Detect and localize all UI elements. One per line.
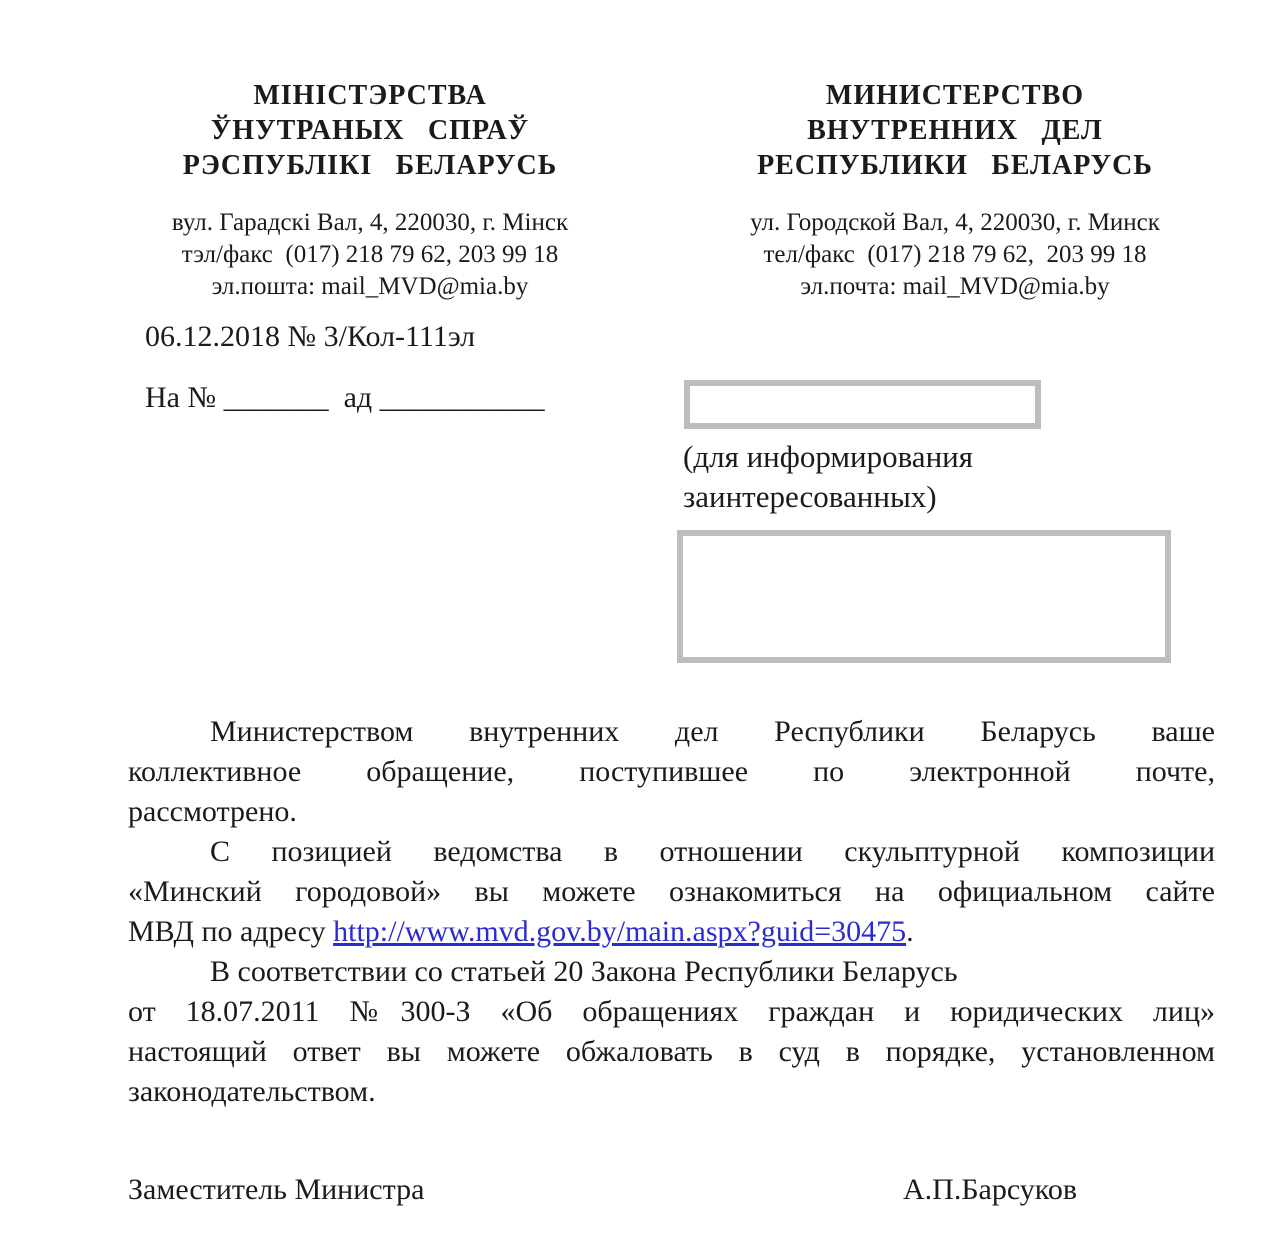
ministry-title-line: МИНИСТЕРСТВО	[825, 80, 1085, 111]
outgoing-reference-line: 06.12.2018 № 3/Кол-111эл	[145, 320, 476, 353]
addressee-stamp-box-large	[677, 530, 1171, 663]
phone-fax-line: тел/факс (017) 218 79 62, 203 99 18	[763, 241, 1147, 268]
body-line: С позицией ведомства в отношении скульптурной композиции	[210, 835, 1215, 868]
addressee-stamp-box-small	[684, 380, 1041, 429]
incoming-reference-line: На № _______ ад ___________	[145, 381, 545, 414]
body-line: рассмотрено.	[128, 795, 297, 828]
sender-block-belarusian	[130, 78, 610, 303]
body-line: В соответствии со статьей 20 Закона Республики Беларусь	[210, 955, 958, 988]
signature-title: Заместитель Министра	[128, 1173, 425, 1206]
ministry-title-line: ВНУТРЕННИХ ДЕЛ	[807, 115, 1103, 146]
link-suffix-text: .	[906, 915, 914, 948]
link-prefix-text: МВД по адресу	[128, 915, 334, 948]
phone-fax-line: тэл/факс (017) 218 79 62, 203 99 18	[181, 241, 559, 268]
mvd-website-link[interactable]: http://www.mvd.gov.by/main.aspx?guid=30475	[333, 915, 907, 948]
body-line: законодательством.	[128, 1075, 376, 1108]
sender-address-russian	[695, 207, 1215, 303]
signature-name: А.П.Барсуков	[903, 1173, 1078, 1206]
body-line: Министерством внутренних дел Республики Беларусь ваше	[210, 715, 1215, 748]
body-line: коллективное обращение, поступившее по электронной почте,	[128, 755, 1215, 788]
email-line: эл.пошта: mail_MVD@mia.by	[211, 273, 529, 300]
body-line: от 18.07.2011 №300-З «Об обращениях граждан и юридических лиц»	[128, 995, 1215, 1028]
ministry-title-line: РЭСПУБЛІКІ БЕЛАРУСЬ	[182, 150, 558, 181]
sender-address-belarusian	[130, 207, 610, 303]
email-line: эл.почта: mail_MVD@mia.by	[800, 273, 1110, 300]
ministry-title-line: МІНІСТЭРСТВА	[253, 80, 487, 111]
body-line: настоящий ответ вы можете обжаловать в суд в порядке, установленном	[128, 1035, 1215, 1068]
body-line-with-link	[128, 912, 1215, 952]
street-address: вул. Гарадскі Вал, 4, 220030, г. Мінск	[171, 209, 569, 236]
body-line: «Минский городовой» вы можете ознакомиться на официальном сайте	[128, 875, 1215, 908]
ministry-title-line: ЎНУТРАНЫХ СПРАЎ	[210, 115, 530, 146]
street-address: ул. Городской Вал, 4, 220030, г. Минск	[750, 209, 1160, 236]
ministry-title-line: РЕСПУБЛИКИ БЕЛАРУСЬ	[757, 150, 1153, 181]
sender-block-russian	[695, 78, 1215, 303]
addressee-caption: (для информирования заинтересованных)	[683, 439, 974, 514]
letter-body	[128, 712, 1215, 1112]
